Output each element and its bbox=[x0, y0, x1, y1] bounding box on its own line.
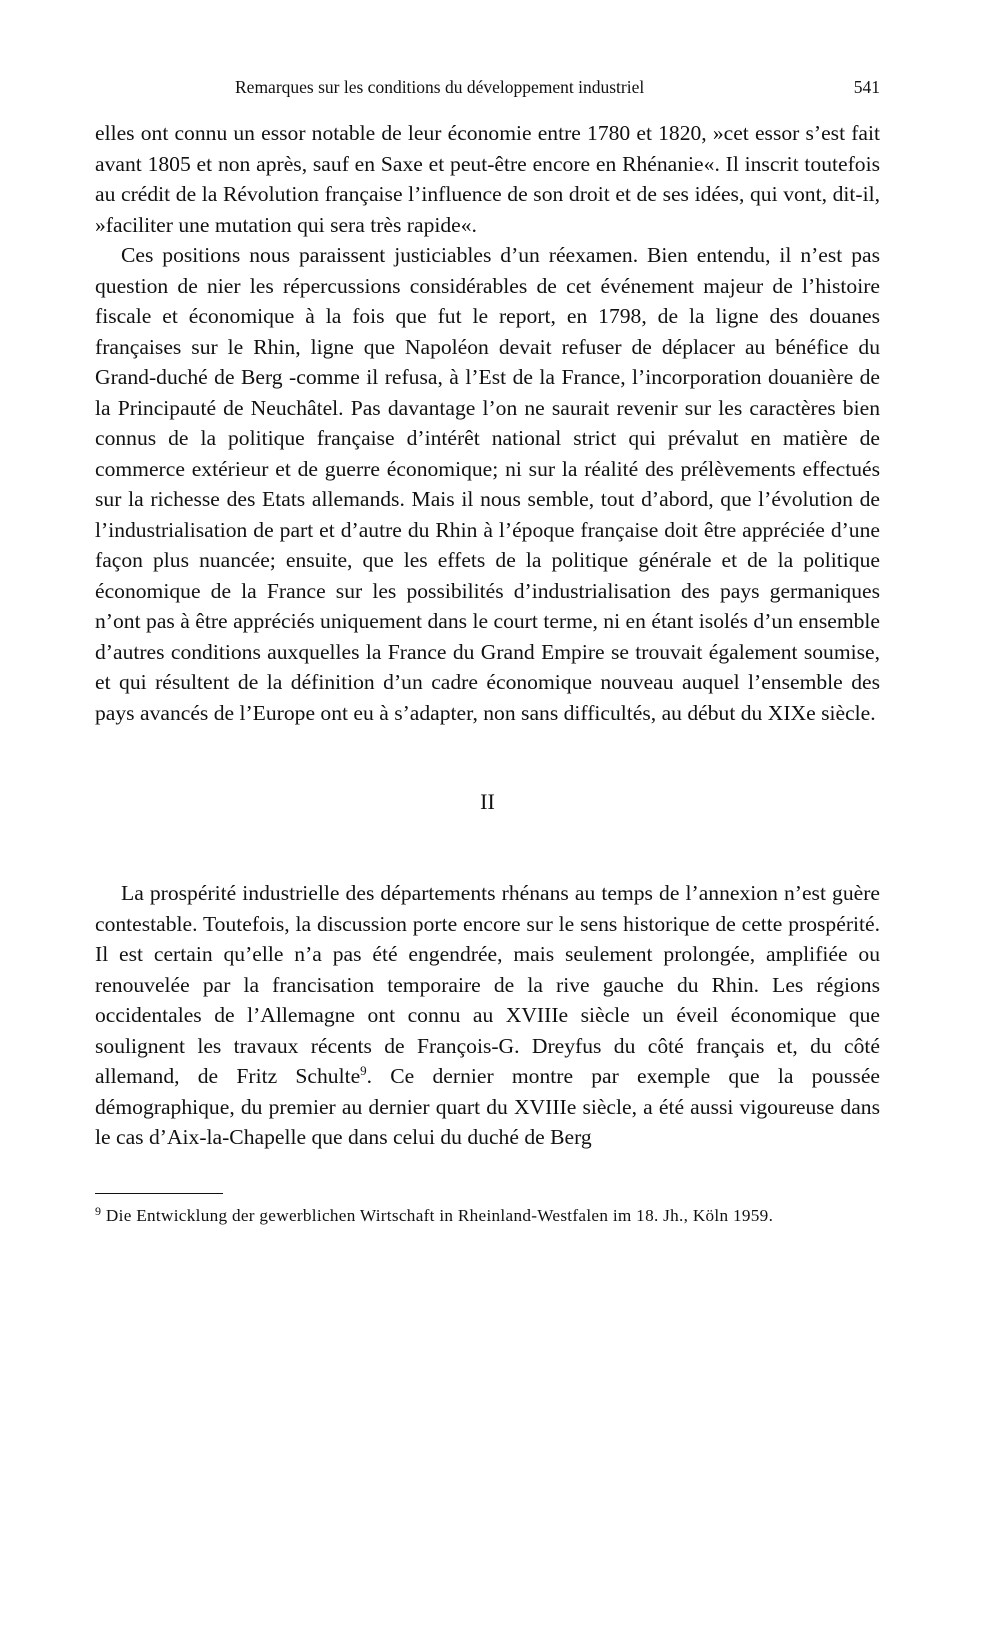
section-heading: II bbox=[480, 789, 495, 814]
footnote bbox=[95, 1204, 880, 1228]
running-title: Remarques sur les conditions du développement industriel bbox=[235, 77, 645, 97]
paragraph-text: . Ce dernier montre par exemple que la poussée démographique, du premier au dernier quart du XVIIIe siècle, a été aussi vigoureuse dans le cas d’Aix-la-Chapelle que dans celui du duché de Berg bbox=[95, 1064, 880, 1149]
page-number: 541 bbox=[853, 77, 880, 97]
paragraph: Ces positions nous paraissent justiciables d’un réexamen. Bien entendu, il n’est pas question de nier les répercussions considérables de cet événement majeur de l’histoire fiscale et économique à la fois que fut le report, en 1798, de la ligne des douanes françaises sur le Rhin, ligne que Napoléon devait refuser de déplacer au bénéfice du Grand-duché de Berg -comme il refusa, à l’Est de la France, l’incorporation douanière de la Principauté de Neuchâtel. Pas davantage l’on ne saurait revenir sur les caractères bien connus de la politique française d’intérêt national strict qui prévalut en matière de commerce extérieur et de guerre économique; ni sur la réalité des prélèvements effectués sur la richesse des Etats allemands. Mais il nous semble, tout d’abord, que l’évolution de l’industrialisation de part et d’autre du Rhin à l’époque française doit être appréciée d’une façon plus nuancée; ensuite, que les effets de la politique générale et de la politique économique de la France sur les possibilités d’industrialisation des pays germaniques n’ont pas à être appréciés uniquement dans le court terme, ni en étant isolés d’un ensemble d’autres conditions auxquelles la France du Grand Empire se trouvait également soumise, et qui résultent de la définition d’un cadre économique nouveau auquel l’ensemble des pays avancés de l’Europe ont eu à s’adapter, non sans difficultés, au début du XIXe siècle. bbox=[95, 243, 880, 725]
document-page bbox=[95, 70, 880, 1228]
footnote-text: Die Entwicklung der gewerblichen Wirtschaft in Rheinland-Westfalen im 18. Jh., Köln 1959. bbox=[105, 1205, 774, 1225]
paragraph bbox=[95, 878, 880, 1153]
footnote-reference: 9 bbox=[360, 1063, 367, 1078]
body-text bbox=[95, 118, 880, 1153]
paragraph-continued: elles ont connu un essor notable de leur économie entre 1780 et 1820, »cet essor s’est fait avant 1805 et non après, sauf en Saxe et peut-être encore en Rhénanie«. Il inscrit toutefois au crédit de la Révolution française l’influence de son droit et de ses idées, qui vont, dit-il, »faciliter une mutation qui sera très rapide«. bbox=[95, 121, 880, 237]
paragraph-text: La prospérité industrielle des départements rhénans au temps de l’annexion n’est guère contestable. Toutefois, la discussion porte encore sur le sens historique de cette prospérité. Il est certain qu’elle n’a pas été engendrée, mais seulement prolongée, amplifiée ou renouvelée par la francisation temporaire de la rive gauche du Rhin. Les régions occidentales de l’Allemagne ont connu au XVIIIe siècle un éveil économique que soulignent les travaux récents de François-G. Dreyfus du côté français et, du côté allemand, de Fritz Schulte bbox=[95, 881, 880, 1088]
running-header bbox=[95, 70, 880, 104]
footnote-divider bbox=[95, 1193, 223, 1194]
footnote-number: 9 bbox=[95, 1203, 102, 1218]
